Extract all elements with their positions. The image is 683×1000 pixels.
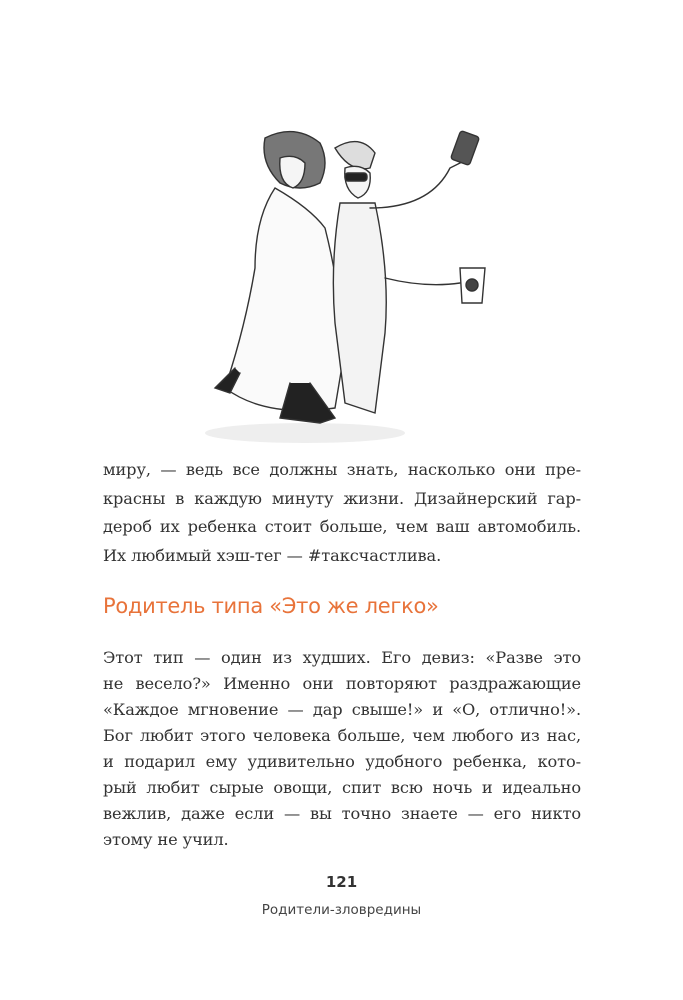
text-line: «Каждое мгновение — дар свыше!» и «О, отлично!». [103,700,581,719]
text-line: не весело?» Именно они повторяют раздражающие [103,674,581,693]
text-line: красны в каждую минуту жизни. Дизайнерский гар- [103,488,581,508]
paragraph-2 [103,645,581,853]
running-footer: Родители-зловредины [261,902,422,918]
text-line: Их любимый хэш-тег — #таксчастлива. [103,545,442,565]
text-line: и подарил ему удивительно удобного ребенка, кото- [103,752,581,771]
text-line: дероб их ребенка стоит больше, чем ваш автомобиль. [103,517,581,536]
page-number: 121 [325,873,358,891]
text-line: миру, — ведь все должны знать, насколько они пре- [103,460,581,479]
selfie-illustration [195,128,505,450]
text-line: рый любит сырые овощи, спит всю ночь и идеально [103,778,581,797]
paragraph-1 [103,456,581,570]
text-line: этому не учил. [103,830,229,849]
text-line: Этот тип — один из худших. Его девиз: «Разве это [103,648,581,667]
text-line: вежлив, даже если — вы точно знаете — его никто [103,804,581,823]
text-line: Бог любит этого человека больше, чем любого из нас, [103,726,581,745]
section-heading: Родитель типа «Это же легко» [103,594,439,618]
